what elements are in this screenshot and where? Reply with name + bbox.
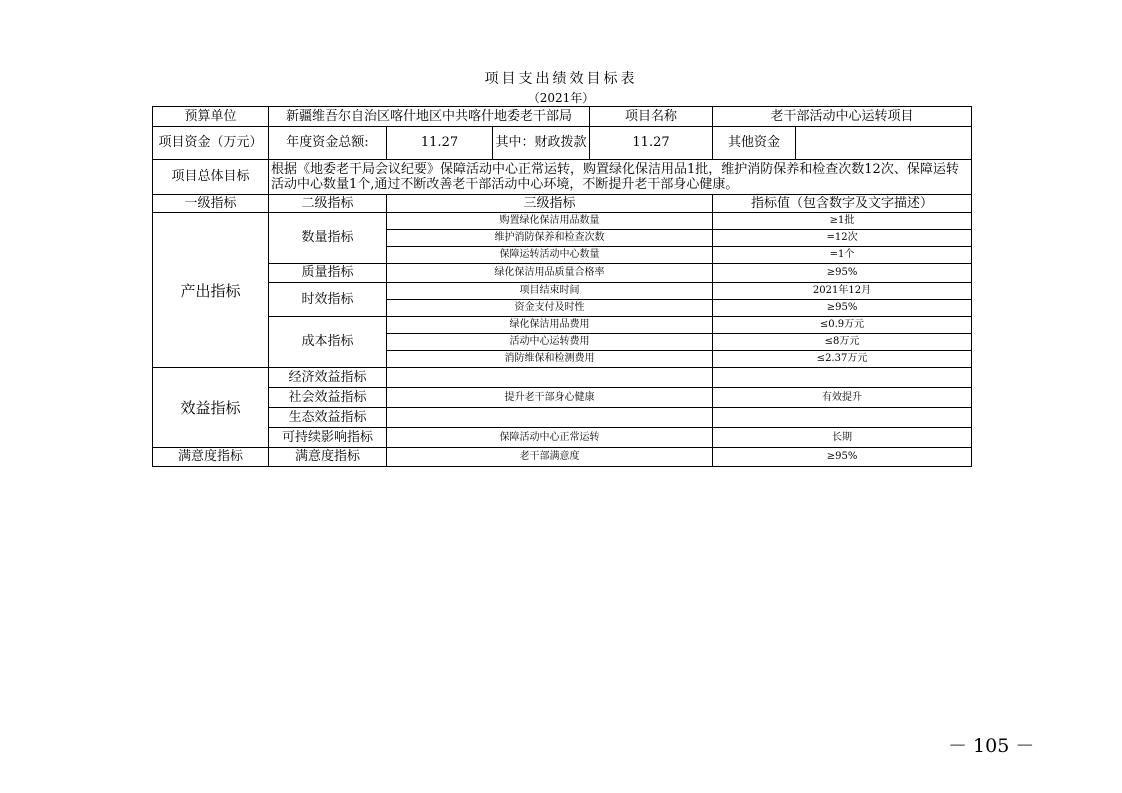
indicator-value: [713, 408, 972, 428]
indicator-name: 提升老干部身心健康: [387, 388, 713, 408]
indicator-value: ≥1批: [713, 213, 972, 230]
category-output: 产出指标: [153, 213, 269, 368]
table-row: [153, 428, 972, 448]
table-row: [153, 317, 972, 334]
project-funds-row: [153, 127, 972, 160]
budget-unit-value: 新疆维吾尔自治区喀什地区中共喀什地委老干部局: [269, 107, 590, 127]
indicator-value: =12次: [713, 230, 972, 247]
table-row: [153, 388, 972, 408]
subcategory-cost: 成本指标: [269, 317, 387, 368]
indicator-value: 2021年12月: [713, 283, 972, 300]
subcategory-social: 社会效益指标: [269, 388, 387, 408]
indicator-name: 消防维保和检测费用: [387, 351, 713, 368]
annual-total-value: 11.27: [387, 127, 493, 160]
indicator-value: ≥95%: [713, 448, 972, 467]
indicator-value: ≤8万元: [713, 334, 972, 351]
budget-unit-label: 预算单位: [153, 107, 269, 127]
column-header-level3: 三级指标: [387, 195, 713, 213]
column-header-level1: 一级指标: [153, 195, 269, 213]
subcategory-sustainable: 可持续影响指标: [269, 428, 387, 448]
subcategory-quality: 质量指标: [269, 264, 387, 283]
fiscal-allocation-value: 11.27: [590, 127, 713, 160]
indicator-name: 绿化保洁用品费用: [387, 317, 713, 334]
indicator-name: 保障活动中心正常运转: [387, 428, 713, 448]
indicator-name: 项目结束时间: [387, 283, 713, 300]
indicator-name: [387, 408, 713, 428]
budget-unit-row: [153, 107, 972, 127]
table-row: [153, 408, 972, 428]
overall-goal-label: 项目总体目标: [153, 160, 269, 195]
document-year: （2021年）: [527, 91, 595, 105]
subcategory-economic: 经济效益指标: [269, 368, 387, 388]
indicator-value: 有效提升: [713, 388, 972, 408]
page-number: － 105 －: [948, 735, 1035, 757]
other-funds-value: [796, 127, 972, 160]
document-title: 项目支出绩效目标表: [484, 71, 638, 87]
indicator-value: =1个: [713, 247, 972, 264]
subcategory-quantity: 数量指标: [269, 213, 387, 264]
indicator-name: 购置绿化保洁用品数量: [387, 213, 713, 230]
indicator-value: [713, 368, 972, 388]
indicator-name: 老干部满意度: [387, 448, 713, 467]
performance-target-table: [152, 106, 972, 467]
indicator-name: 绿化保洁用品质量合格率: [387, 264, 713, 283]
subcategory-satisfaction: 满意度指标: [269, 448, 387, 467]
category-satisfaction: 满意度指标: [153, 448, 269, 467]
column-header-value: 指标值（包含数字及文字描述）: [713, 195, 972, 213]
subcategory-ecological: 生态效益指标: [269, 408, 387, 428]
project-name-value: 老干部活动中心运转项目: [713, 107, 972, 127]
overall-goal-row: [153, 160, 972, 195]
table-row: [153, 283, 972, 300]
indicator-name: [387, 368, 713, 388]
indicator-name: 维护消防保养和检查次数: [387, 230, 713, 247]
indicator-name: 资金支付及时性: [387, 300, 713, 317]
indicator-name: 保障运转活动中心数量: [387, 247, 713, 264]
indicator-value: ≤0.9万元: [713, 317, 972, 334]
indicator-value: 长期: [713, 428, 972, 448]
column-header-level2: 二级指标: [269, 195, 387, 213]
project-name-label: 项目名称: [590, 107, 713, 127]
fiscal-allocation-label: 其中：财政拨款: [493, 127, 590, 160]
indicator-value: ≥95%: [713, 264, 972, 283]
indicator-name: 活动中心运转费用: [387, 334, 713, 351]
indicator-value: ≥95%: [713, 300, 972, 317]
category-benefit: 效益指标: [153, 368, 269, 448]
table-row: [153, 368, 972, 388]
subcategory-timeliness: 时效指标: [269, 283, 387, 317]
indicator-value: ≤2.37万元: [713, 351, 972, 368]
table-row: [153, 213, 972, 230]
column-header-row: [153, 195, 972, 213]
table-row: [153, 264, 972, 283]
other-funds-label: 其他资金: [713, 127, 796, 160]
table-row: [153, 448, 972, 467]
annual-total-label: 年度资金总额:: [269, 127, 387, 160]
overall-goal-text: 根据《地委老干局会议纪要》保障活动中心正常运转，购置绿化保洁用品1批，维护消防保养和检查次数12次、保障运转活动中心数量1个,通过不断改善老干部活动中心环境，不断提升老干部身心健康。: [269, 160, 972, 195]
project-funds-label: 项目资金（万元）: [153, 127, 269, 160]
